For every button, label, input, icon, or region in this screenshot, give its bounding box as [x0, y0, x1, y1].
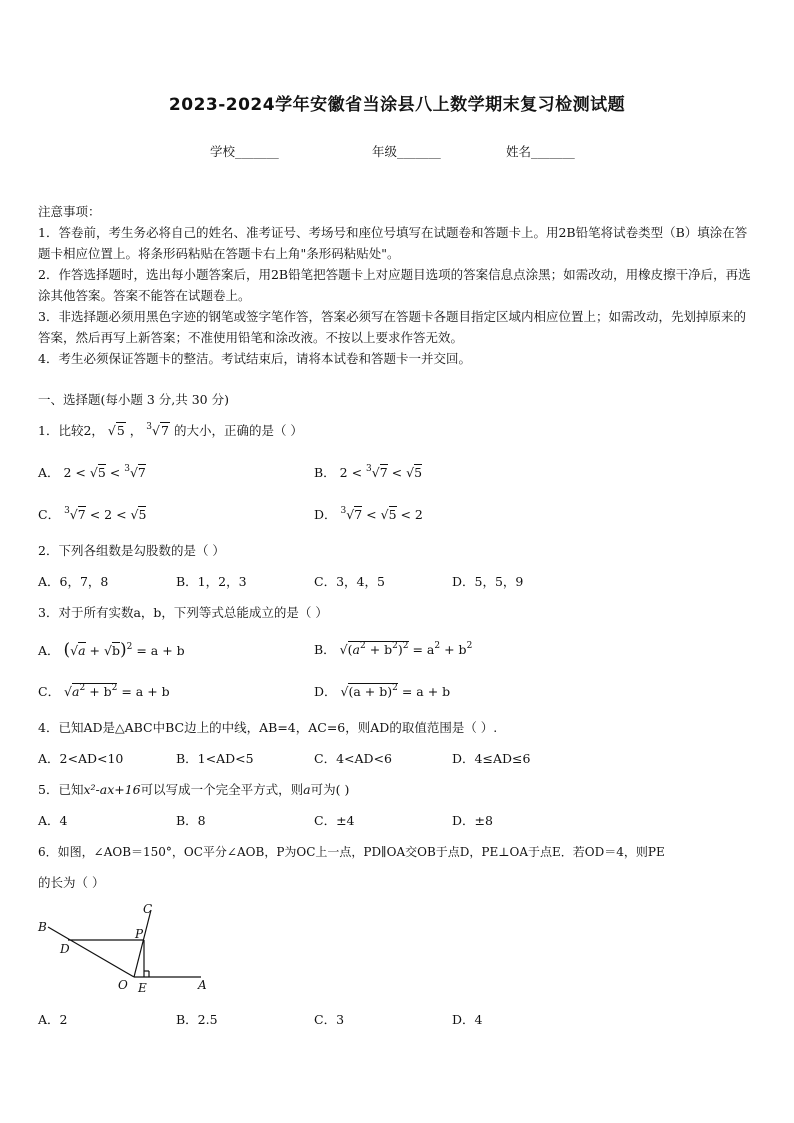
q3-option-a: A． $(√a + √b)^2 = a + b$	[38, 640, 185, 660]
q2-option-b: B．1，2，3	[176, 574, 247, 589]
q4-option-b: B．1<AD<5	[176, 751, 254, 766]
q1-option-c: C． $^3$√7 < 2 < √5	[38, 506, 147, 522]
cbrt7: $^3$√7	[146, 422, 169, 438]
notes-heading: 注意事项：	[38, 204, 101, 219]
label-p: P	[135, 927, 144, 941]
q2-option-c: C．3，4，5	[314, 574, 385, 589]
exam-title: 2023-2024学年安徽省当涂县八上数学期末复习检测试题	[168, 95, 626, 115]
q1-option-d: D． $^3$√7 < √5 < 2	[314, 506, 423, 522]
q3-option-c: C． $√a^2 + b^2 = a + b$	[38, 683, 170, 699]
label-o: O	[118, 978, 128, 992]
q6-option-b: B．2.5	[176, 1012, 218, 1027]
notes-block	[38, 201, 758, 369]
label-b: B	[38, 920, 47, 934]
q3-stem: 3．对于所有实数a，b，下列等式总能成立的是（ ）	[38, 605, 328, 620]
q3-option-d: D． $√(a + b)^2 = a + b$	[314, 683, 451, 699]
section-choice-heading: 一、选择题(每小题 3 分,共 30 分)	[38, 392, 229, 407]
q1-stem: 1．比较2， √5 ， $^3$√7 的大小，正确的是（ ）	[38, 422, 303, 438]
q2-option-d: D．5，5，9	[452, 574, 524, 589]
q6-option-d: D．4	[452, 1012, 483, 1027]
segment-oc	[134, 910, 151, 977]
q4-stem: 4．已知AD是△ABC中BC边上的中线，AB=4，AC=6，则AD的取值范围是（ ）.	[38, 720, 498, 735]
q5-option-c: C．±4	[314, 813, 355, 828]
q1-option-a: A． 2 < √5 < $^3$√7	[38, 464, 146, 480]
label-a: A	[198, 978, 207, 992]
q4-option-d: D．4≤AD≤6	[452, 751, 531, 766]
note-item-2: 2．作答选择题时，选出每小题答案后，用2B铅笔把答题卡上对应题目选项的答案信息点涂黑；如需改动，用橡皮擦干净后，再选涂其他答案。答案不能答在试题卷上。	[38, 267, 751, 303]
label-e: E	[138, 981, 147, 995]
q2-option-a: A．6，7，8	[38, 574, 109, 589]
q4-option-c: C．4<AD<6	[314, 751, 392, 766]
q5-stem: 5．已知x²-ax+16可以写成一个完全平方式，则a可为( )	[38, 782, 350, 797]
q5-option-b: B．8	[176, 813, 206, 828]
name-field: 姓名_______	[506, 144, 575, 159]
q6-geometry-figure	[36, 900, 216, 995]
q3-option-b: B． $√(a^2 + b^2)^2 = a^2 + b^2$	[314, 641, 473, 657]
note-item-1: 1．答卷前，考生务必将自己的姓名、准考证号、考场号和座位号填写在试题卷和答题卡上。用2B铅笔将试卷类型（B）填涂在答题卡相应位置上。将条形码粘贴在答题卡右上角"条形码粘贴处"。	[38, 225, 748, 261]
school-field: 学校_______	[210, 144, 279, 159]
q6-stem-line1: 6．如图，∠AOB＝150°，OC平分∠AOB，P为OC上一点，PD∥OA交OB于点D，PE⊥OA于点E．若OD＝4，则PE	[38, 845, 665, 859]
q2-stem: 2．下列各组数是勾股数的是（ ）	[38, 543, 225, 558]
q6-option-c: C．3	[314, 1012, 345, 1027]
q1-option-b: B． 2 < $^3$√7 < √5	[314, 464, 423, 480]
label-c: C	[143, 902, 153, 916]
q5-option-a: A．4	[38, 813, 68, 828]
q4-option-a: A．2<AD<10	[38, 751, 124, 766]
grade-field: 年级_______	[372, 144, 441, 159]
q6-option-a: A．2	[38, 1012, 68, 1027]
q5-option-d: D．±8	[452, 813, 493, 828]
note-item-4: 4．考生必须保证答题卡的整洁。考试结束后，请将本试卷和答题卡一并交回。	[38, 351, 471, 366]
label-d: D	[60, 942, 70, 956]
q6-stem-line2: 的长为（ ）	[38, 875, 105, 890]
sqrt5: √5	[107, 423, 125, 438]
note-item-3: 3．非选择题必须用黑色字迹的钢笔或签字笔作答，答案必须写在答题卡各题目指定区域内相应位置上；如需改动，先划掉原来的答案，然后再写上新答案；不准使用铅笔和涂改液。不按以上要求作答无效。	[38, 309, 746, 345]
